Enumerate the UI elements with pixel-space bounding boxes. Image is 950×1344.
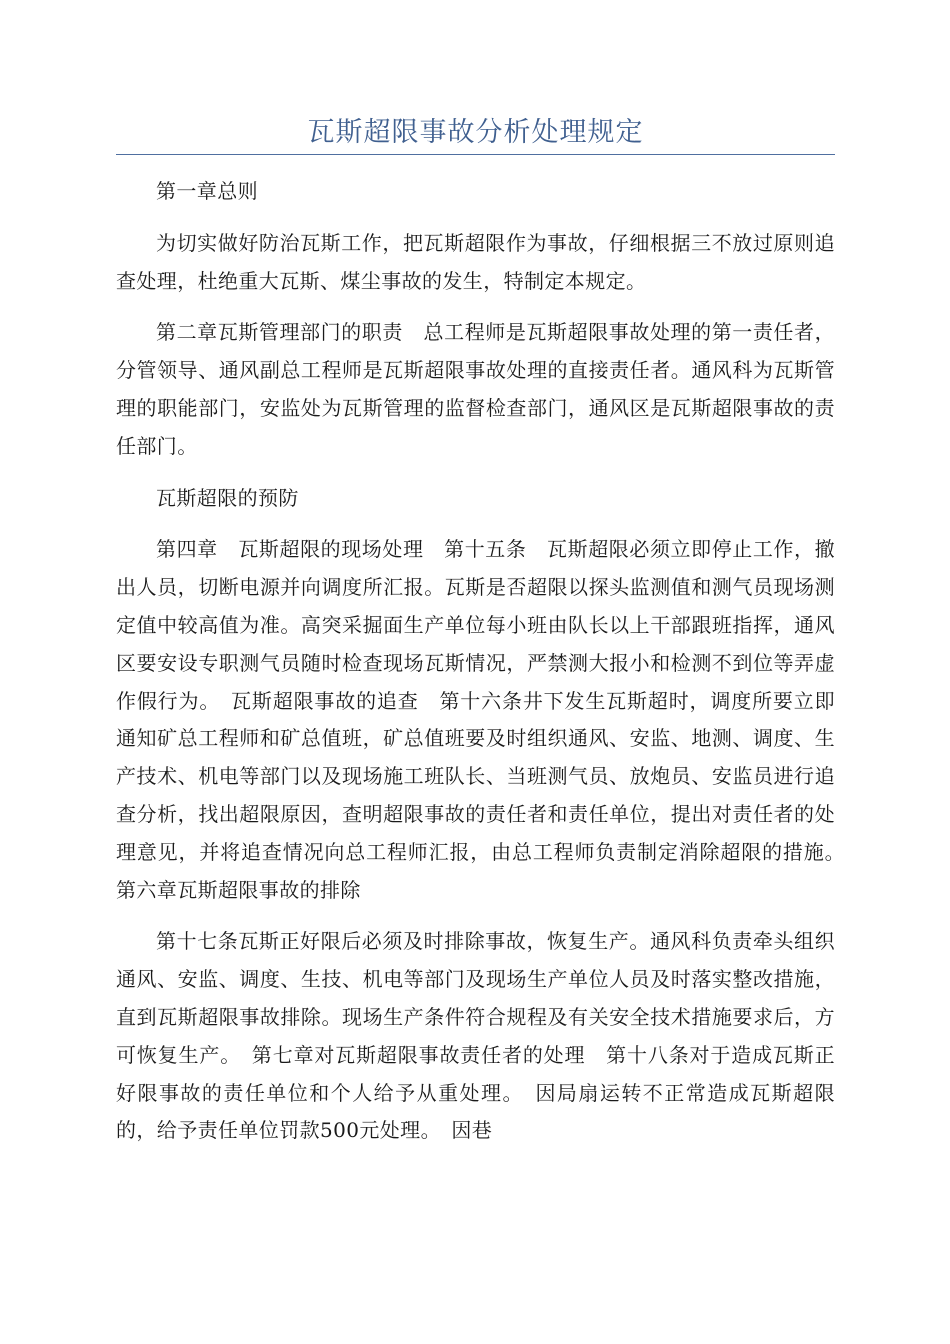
paragraph-chapter-four-on-site-handling: 第四章 瓦斯超限的现场处理 第十五条 瓦斯超限必须立即停止工作，撤出人员，切断电源并向调度所汇报。瓦斯是否超限以探头监测值和测气员现场测定值中较高值为准。高突采掘面生产单位每小班由队长以上干部跟班指挥，通风区要安设专职测气员随时检查现场瓦斯情况，严禁测大报小和检测不到位等弄虚作假行为。 瓦斯超限事故的追查 第十六条井下发生瓦斯超时，调度所要立即通知矿总工程师和矿总值班，矿总值班要及时组织通风、安监、地测、调度、生产技术、机电等部门以及现场施工班队长、当班测气员、放炮员、安监员进行追查分析，找出超限原因，查明超限事故的责任者和责任单位，提出对责任者的处理意见，并将追查情况向总工程师汇报，由总工程师负责制定消除超限的措施。 第六章瓦斯超限事故的排除 <box>116 537 856 902</box>
document-title: 瓦斯超限事故分析处理规定 <box>307 117 644 148</box>
document-body <box>116 173 856 1150</box>
title-underline-divider <box>116 154 835 155</box>
paragraph-purpose: 为切实做好防治瓦斯工作，把瓦斯超限作为事故，仔细根据三不放过原则追查处理，杜绝重大瓦斯、煤尘事故的发生，特制定本规定。 <box>116 230 835 293</box>
document-page <box>116 0 856 1164</box>
paragraph-prevention-heading: 瓦斯超限的预防 <box>156 485 299 510</box>
paragraph-chapter-two-responsibilities: 第二章瓦斯管理部门的职责 总工程师是瓦斯超限事故处理的第一责任者，分管领导、通风副总工程师是瓦斯超限事故处理的直接责任者。通风科为瓦斯管理的职能部门，安监处为瓦斯管理的监督检查部门，通风区是瓦斯超限事故的责任部门。 <box>116 320 835 458</box>
paragraph-chapter-one-heading: 第一章总则 <box>156 179 258 203</box>
paragraph-article-seventeen: 第十七条瓦斯正好限后必须及时排除事故，恢复生产。通风科负责牵头组织通风、安监、调度、生技、机电等部门及现场生产单位人员及时落实整改措施，直到瓦斯超限事故排除。现场生产条件符合规程及有关安全技术措施要求后，方可恢复生产。 第七章对瓦斯超限事故责任者的处理 第十八条对于造成瓦斯正好限事故的责任单位和个人给予从重处理。 因局扇运转不正常造成瓦斯超限的，给予责任单位罚款500元处理。 因巷 <box>116 929 835 1143</box>
